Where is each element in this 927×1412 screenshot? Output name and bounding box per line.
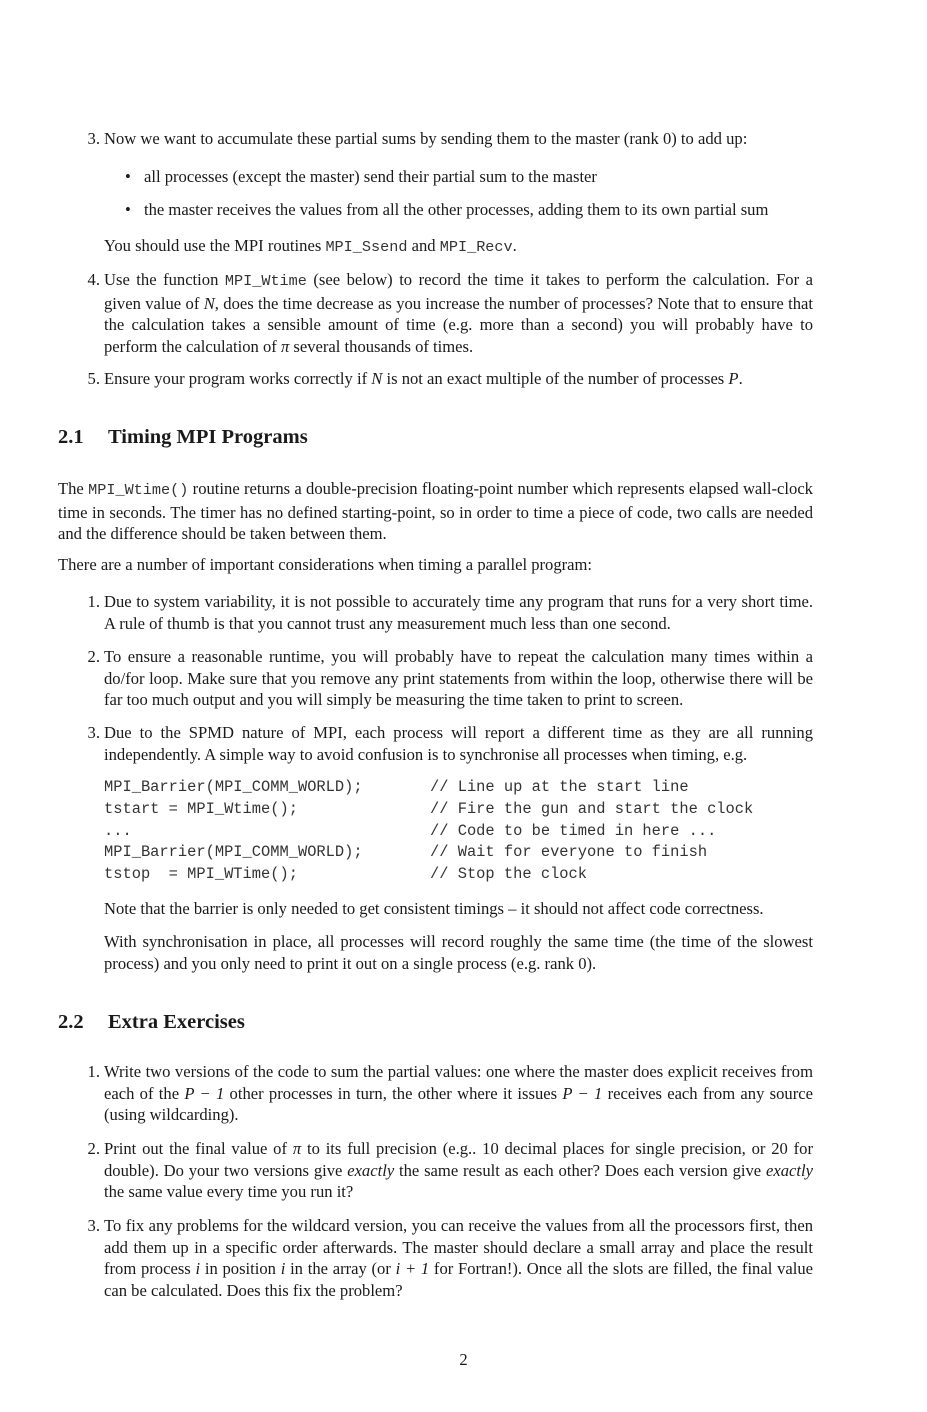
item-text: Now we want to accumulate these partial sums by sending them to the master (rank 0) to add up: xyxy=(104,129,748,148)
bullet-icon: • xyxy=(125,200,131,219)
consideration-item-1 xyxy=(80,591,813,634)
section-heading-2-1 xyxy=(58,427,308,449)
item-number: 3. xyxy=(87,129,100,148)
code-mpi-wtime-call: MPI_Wtime() xyxy=(88,481,189,499)
item-text: Use the function MPI_Wtime (see below) to record the time it takes to perform the calculation. For a given value of N, does the time decrease as you increase the number of processes? Note that to ensure that the calculation takes a sensible amount of time (e.g. more than a second) you will probably have to perform the calculation of π several thousands of times. xyxy=(104,270,813,356)
note-barrier: Note that the barrier is only needed to get consistent timings – it should not affect code correctness. xyxy=(104,899,764,918)
code-line: tstop = MPI_WTime(); // Stop the clock xyxy=(104,865,588,884)
code-line: ... // Code to be timed in here ... xyxy=(104,821,717,840)
section-title: Extra Exercises xyxy=(108,1011,245,1033)
section-number: 2.1 xyxy=(58,426,84,448)
section-title: Timing MPI Programs xyxy=(108,426,308,448)
paragraph-wtime: The MPI_Wtime() routine returns a double-precision floating-point number which represents elapsed wall-clock time in seconds. The timer has no defined starting-point, so in order to time a piece of code, two calls are needed and the difference should be taken between them. xyxy=(58,479,813,543)
exercise-item-1 xyxy=(80,1061,813,1126)
item-number: 3. xyxy=(87,1216,100,1235)
consideration-item-3 xyxy=(80,722,813,765)
bullet-text: the master receives the values from all the other processes, adding them to its own partial sum xyxy=(144,200,769,219)
bullet-item-2 xyxy=(125,199,815,221)
exercise-item-2 xyxy=(80,1138,813,1203)
code-block xyxy=(104,777,824,886)
item-number: 2. xyxy=(87,647,100,666)
item-number: 3. xyxy=(87,723,100,742)
item-text: Due to system variability, it is not possible to accurately time any program that runs for a very short time. A rule of thumb is that you cannot trust any measurement much less than one second. xyxy=(104,592,813,633)
list-item-4 xyxy=(80,269,813,357)
item-text: To fix any problems for the wildcard version, you can receive the values from all the processors first, then add them up in a specific order afterwards. The master should declare a small array and place the result from process i in position i in the array (or i + 1 for Fortran!). Once all the slots are filled, the final value can be calculated. Does this fix the problem? xyxy=(104,1216,813,1300)
item-text: Write two versions of the code to sum the partial values: one where the master does explicit receives from each of the P − 1 other processes in turn, the other where it issues P − 1 receives each from any source (using wildcarding). xyxy=(104,1062,813,1124)
code-mpi-recv: MPI_Recv xyxy=(439,238,513,256)
item-number: 5. xyxy=(87,369,100,388)
item-text: Ensure your program works correctly if N is not an exact multiple of the number of processes P. xyxy=(104,369,743,388)
code-mpi-ssend: MPI_Ssend xyxy=(325,238,408,256)
paragraph-considerations: There are a number of important considerations when timing a parallel program: xyxy=(58,555,593,574)
item-number: 2. xyxy=(87,1139,100,1158)
page-number: 2 xyxy=(459,1350,468,1369)
exercise-item-3 xyxy=(80,1215,813,1301)
item-text: To ensure a reasonable runtime, you will probably have to repeat the calculation many times within a do/for loop. Make sure that you remove any print statements from within the loop, otherwise there will be far too much output and you will simply be measuring the time taken to print to screen. xyxy=(104,647,813,709)
section-number: 2.2 xyxy=(58,1011,84,1033)
item-number: 4. xyxy=(87,270,100,289)
routines-sentence: You should use the MPI routines MPI_Ssend and MPI_Recv. xyxy=(104,236,517,256)
item-text: Print out the final value of π to its full precision (e.g.. 10 decimal places for single precision, or 20 for double). Do your two versions give exactly the same result as each other? Does each version give exactly the same value every time you run it? xyxy=(104,1139,813,1201)
code-mpi-wtime: MPI_Wtime xyxy=(224,272,307,290)
section-heading-2-2 xyxy=(58,1012,245,1034)
bullet-text: all processes (except the master) send their partial sum to the master xyxy=(144,167,597,186)
code-line: MPI_Barrier(MPI_COMM_WORLD); // Wait for everyone to finish xyxy=(104,843,708,862)
code-line: tstart = MPI_Wtime(); // Fire the gun and start the clock xyxy=(104,799,754,818)
bullet-item-1 xyxy=(125,166,815,188)
consideration-item-2 xyxy=(80,646,813,711)
item-number: 1. xyxy=(87,1062,100,1081)
code-line: MPI_Barrier(MPI_COMM_WORLD); // Line up at the start line xyxy=(104,778,689,796)
list-item-5 xyxy=(80,368,813,390)
list-item-3 xyxy=(80,128,813,150)
note-synchronisation: With synchronisation in place, all processes will record roughly the same time (the time of the slowest process) and you only need to print it out on a single process (e.g. rank 0). xyxy=(104,932,813,973)
item-text: Due to the SPMD nature of MPI, each process will report a different time as they are all running independently. A simple way to avoid confusion is to synchronise all processes when timing, e.g. xyxy=(104,723,813,764)
item-number: 1. xyxy=(87,592,100,611)
bullet-icon: • xyxy=(125,167,131,186)
